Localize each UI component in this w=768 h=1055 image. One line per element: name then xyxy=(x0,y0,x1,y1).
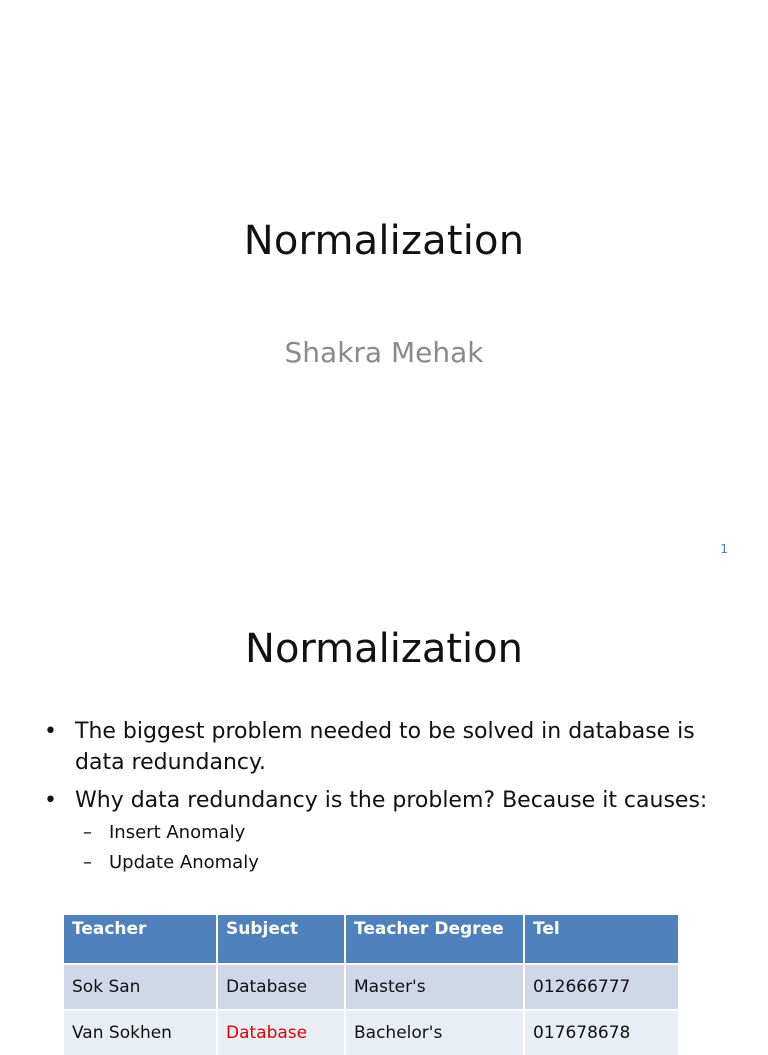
teacher-table xyxy=(64,915,678,1055)
bullet-item xyxy=(44,785,734,878)
slide-title: Normalization xyxy=(243,218,525,264)
slide-subtitle-author: Shakra Mehak xyxy=(284,336,484,369)
table-header-cell: Teacher xyxy=(64,915,217,964)
table-cell: Bachelor's xyxy=(345,1010,524,1055)
table-cell: Database xyxy=(217,964,345,1010)
sub-bullet-marker: – xyxy=(83,852,92,873)
table-header-cell: Tel xyxy=(524,915,678,964)
sub-bullet-marker: – xyxy=(83,822,92,843)
table-row xyxy=(64,964,678,1010)
content-slide xyxy=(0,590,768,1043)
table-header-row xyxy=(64,915,678,964)
table-cell: Sok San xyxy=(64,964,217,1010)
table-cell-highlighted: Database xyxy=(217,1010,345,1055)
bullet-list xyxy=(44,716,734,885)
bullet-marker: • xyxy=(44,719,57,744)
table-cell: Van Sokhen xyxy=(64,1010,217,1055)
sub-bullet-item xyxy=(75,818,734,848)
table-cell: 017678678 xyxy=(524,1010,678,1055)
bullet-item xyxy=(44,716,734,778)
table-row xyxy=(64,1010,678,1055)
sub-bullet-text: Insert Anomaly xyxy=(109,822,246,843)
sub-bullet-list xyxy=(75,818,734,878)
slide-page-number: 1 xyxy=(720,542,728,556)
table-cell: 012666777 xyxy=(524,964,678,1010)
table-header-cell: Subject xyxy=(217,915,345,964)
bullet-text: The biggest problem needed to be solved in database is data redundancy. xyxy=(75,719,695,775)
bullet-text: Why data redundancy is the problem? Because it causes: xyxy=(75,788,708,813)
sub-bullet-item xyxy=(75,848,734,878)
table-header-cell: Teacher Degree xyxy=(345,915,524,964)
slide-title: Normalization xyxy=(245,626,523,672)
bullet-marker: • xyxy=(44,788,57,813)
table-cell: Master's xyxy=(345,964,524,1010)
sub-bullet-text: Update Anomaly xyxy=(109,852,259,873)
